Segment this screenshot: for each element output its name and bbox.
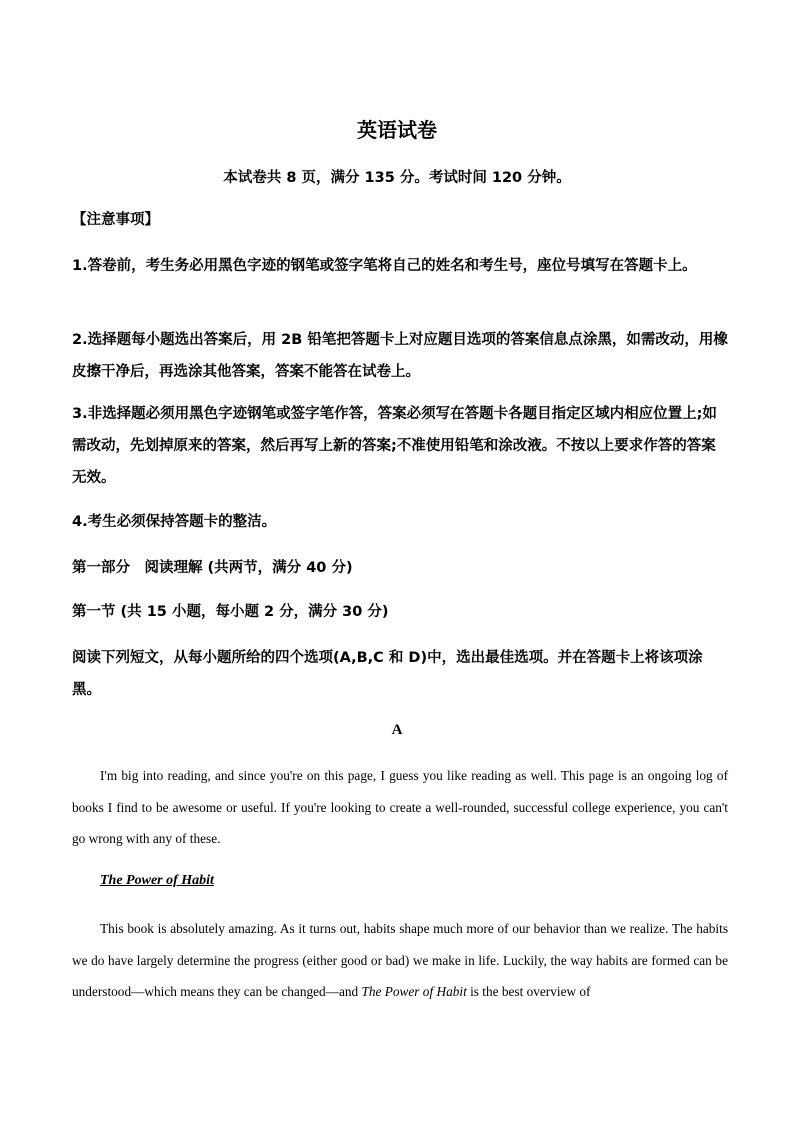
book-description-text: This book is absolutely amazing. As it turns out, habits shape much more of our behavior than we realize. The habits we do have largely determine the progress (either good or bad) we make in life. Luckily, the way habits are formed can be understood—which means they can be changed—and xyxy=(72,921,728,999)
notice-item-4: 4.考生必须保持答题卡的整洁。 xyxy=(72,514,277,530)
reading-instructions: 阅读下列短文，从每小题所给的四个选项(A,B,C 和 D)中，选出最佳选项。并在答题卡上将该项涂黑。 xyxy=(72,650,703,698)
notice-heading: 【注意事项】 xyxy=(72,212,159,228)
exam-info: 本试卷共 8 页，满分 135 分。考试时间 120 分钟。 xyxy=(223,170,571,186)
exam-title: 英语试卷 xyxy=(357,118,437,142)
book-title: The Power of Habit xyxy=(100,873,214,888)
passage-intro: I'm big into reading, and since you're on this page, I guess you like reading as well. This page is an ongoing log of books I find to be awesome or useful. If you're looking to create a well-rounded, successful college experience, you can't go wrong with any of these. xyxy=(72,768,728,846)
book-title-inline: The Power of Habit xyxy=(361,984,467,999)
book-description-end: is the best overview of xyxy=(466,984,591,999)
book-description xyxy=(72,913,728,1008)
passage-label: A xyxy=(391,722,403,738)
section-heading: 第一节 (共 15 小题，每小题 2 分，满分 30 分) xyxy=(72,604,389,620)
part-heading: 第一部分 阅读理解 (共两节，满分 40 分) xyxy=(72,560,353,576)
notice-item-3: 3.非选择题必须用黑色字迹钢笔或签字笔作答，答案必须写在答题卡各题目指定区域内相应位置上;如需改动，先划掉原来的答案，然后再写上新的答案;不准使用铅笔和涂改液。不按以上要求作答的答案无效。 xyxy=(72,406,717,486)
notice-item-1: 1.答卷前，考生务必用黑色字迹的钢笔或签字笔将自己的姓名和考生号，座位号填写在答题卡上。 xyxy=(72,258,697,274)
notice-item-2: 2.选择题每小题选出答案后，用 2B 铅笔把答题卡上对应题目选项的答案信息点涂黑，如需改动，用橡皮擦干净后，再选涂其他答案，答案不能答在试卷上。 xyxy=(72,332,728,380)
